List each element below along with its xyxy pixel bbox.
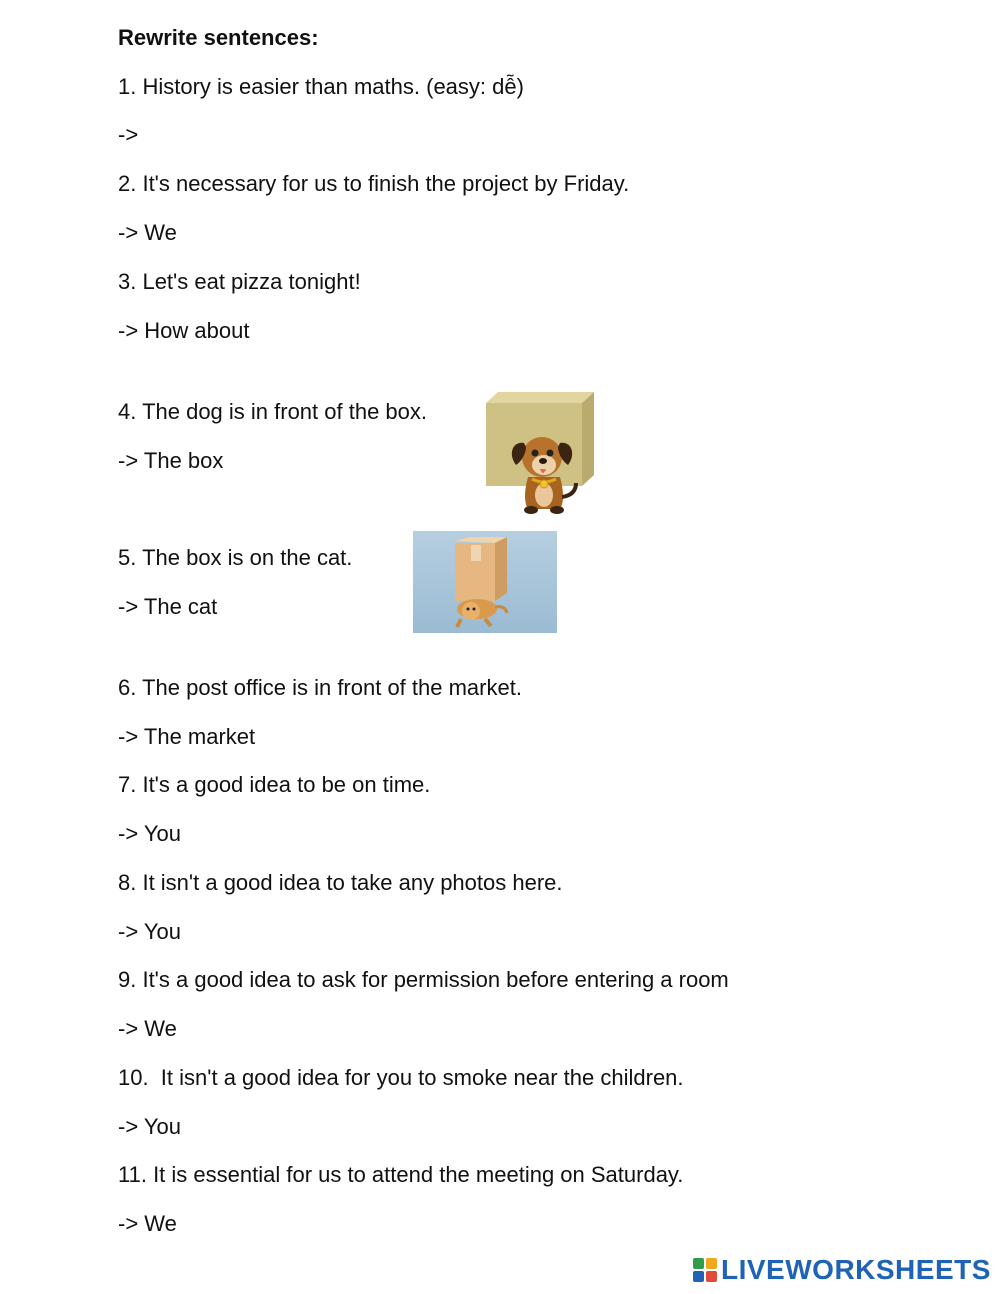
answer-6: -> The market [118, 724, 256, 749]
answer-3: -> How about [118, 318, 250, 343]
answer-9: -> We [118, 1016, 177, 1041]
answer-5: -> The cat [118, 594, 218, 619]
sentence-6: 6. The post office is in front of the market. [118, 675, 522, 700]
liveworksheets-logo [693, 1253, 991, 1287]
answer-1: -> [118, 122, 139, 147]
sentence-10: 10. It isn't a good idea for you to smoke near the children. [118, 1065, 684, 1090]
sentence-7: 7. It's a good idea to be on time. [118, 772, 431, 797]
sentence-3: 3. Let's eat pizza tonight! [118, 269, 361, 294]
answer-7: -> You [118, 821, 182, 846]
answer-2: -> We [118, 220, 177, 245]
sentence-1: 1. History is easier than maths. (easy: dễ) [118, 74, 524, 99]
answer-10: -> You [118, 1114, 182, 1139]
answer-4: -> The box [118, 448, 224, 473]
logo-grid-icon [693, 1258, 717, 1282]
sentence-4: 4. The dog is in front of the box. [118, 399, 428, 424]
sentence-8: 8. It isn't a good idea to take any photos here. [118, 870, 563, 895]
sentence-2: 2. It's necessary for us to finish the project by Friday. [118, 171, 630, 196]
worksheet-title: Rewrite sentences: [118, 25, 319, 50]
sentence-11: 11. It is essential for us to attend the meeting on Saturday. [118, 1162, 684, 1187]
brand-name: LIVEWORKSHEETS [721, 1254, 991, 1285]
dog-box-image [484, 391, 596, 515]
answer-8: -> You [118, 919, 182, 944]
sentence-9: 9. It's a good idea to ask for permission before entering a room [118, 967, 729, 992]
box-on-cat-image [413, 531, 557, 633]
answer-11: -> We [118, 1211, 177, 1236]
sentence-5: 5. The box is on the cat. [118, 545, 353, 570]
